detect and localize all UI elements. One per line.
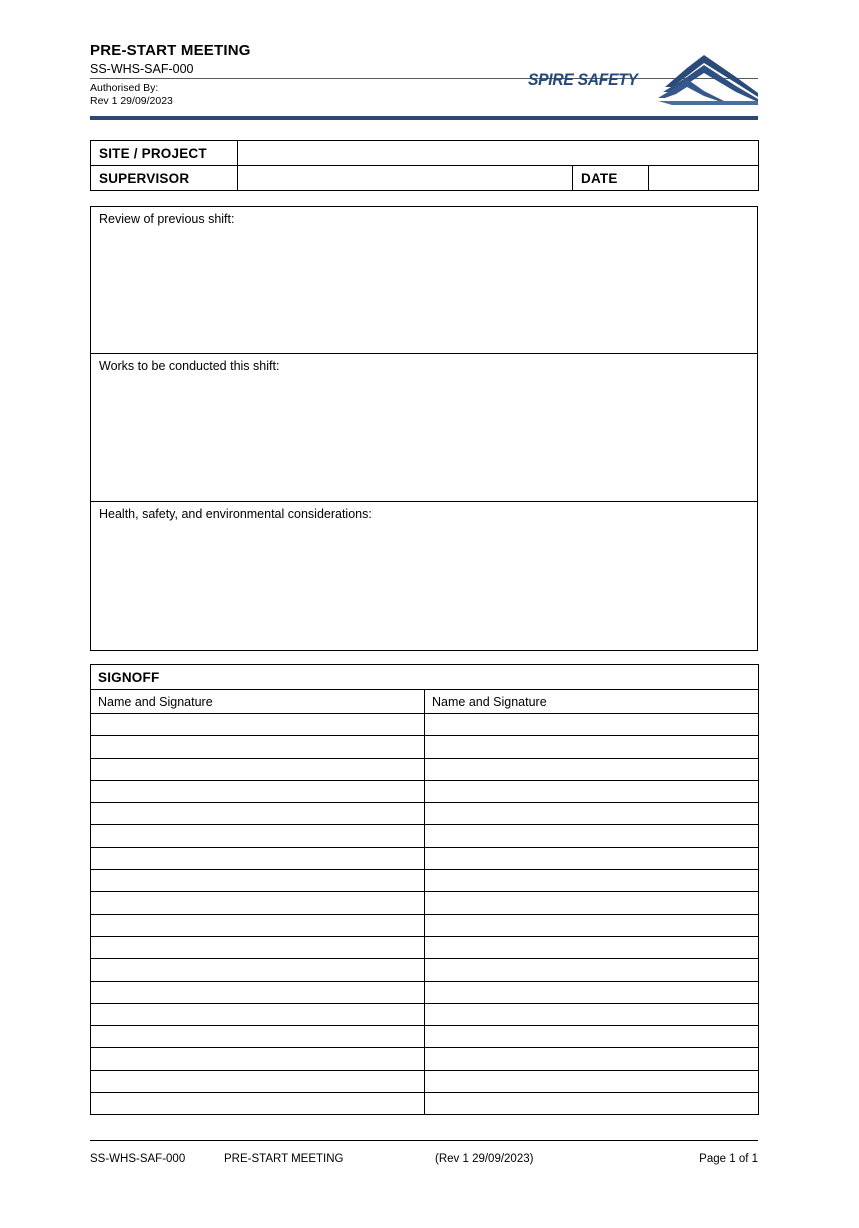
signature-cell[interactable] [91, 914, 425, 936]
site-project-label: SITE / PROJECT [91, 141, 238, 166]
signature-cell[interactable] [425, 758, 759, 780]
table-row [91, 847, 759, 869]
table-row [91, 1048, 759, 1070]
signature-cell[interactable] [91, 803, 425, 825]
column-header-name-signature-1: Name and Signature [91, 690, 425, 714]
signature-cell[interactable] [425, 959, 759, 981]
signature-cell[interactable] [91, 736, 425, 758]
signature-cell[interactable] [91, 847, 425, 869]
signature-cell[interactable] [425, 936, 759, 958]
signature-cell[interactable] [425, 1070, 759, 1092]
authorised-by-label: Authorised By: [90, 82, 159, 94]
signoff-title-row [91, 665, 759, 690]
table-row [91, 736, 759, 758]
notes-label: Works to be conducted this shift: [99, 359, 280, 373]
table-row [91, 936, 759, 958]
column-header-name-signature-2: Name and Signature [425, 690, 759, 714]
date-label: DATE [573, 166, 649, 191]
supervisor-label: SUPERVISOR [91, 166, 238, 191]
site-info-table [90, 140, 759, 191]
signature-cell[interactable] [91, 825, 425, 847]
revision-label: Rev 1 29/09/2023 [90, 94, 173, 107]
signature-cell[interactable] [91, 936, 425, 958]
date-field[interactable] [649, 166, 759, 191]
table-row [91, 780, 759, 802]
footer-page-number: Page 1 of 1 [699, 1153, 758, 1165]
document-footer [90, 1153, 758, 1169]
signature-cell[interactable] [425, 914, 759, 936]
signature-cell[interactable] [425, 736, 759, 758]
notes-section-hse-considerations[interactable] [91, 502, 757, 650]
table-row [91, 1026, 759, 1048]
footer-title: PRE-START MEETING [224, 1153, 344, 1165]
table-row [91, 141, 759, 166]
table-row [91, 714, 759, 736]
logo-wordmark: SPIRE SAFETY [528, 70, 638, 89]
signature-cell[interactable] [91, 714, 425, 736]
table-row [91, 803, 759, 825]
signoff-title: SIGNOFF [91, 665, 759, 690]
notes-section-works-this-shift[interactable] [91, 354, 757, 502]
signature-cell[interactable] [91, 758, 425, 780]
signature-cell[interactable] [425, 1093, 759, 1115]
notes-label: Health, safety, and environmental considerations: [99, 507, 372, 521]
notes-label: Review of previous shift: [99, 212, 235, 226]
footer-revision: (Rev 1 29/09/2023) [435, 1153, 534, 1165]
authorisation-block [90, 82, 173, 107]
signoff-table [90, 664, 759, 1115]
table-row [91, 825, 759, 847]
header-accent-rule [90, 116, 758, 120]
notes-container [90, 206, 758, 651]
signature-cell[interactable] [91, 892, 425, 914]
signature-cell[interactable] [91, 780, 425, 802]
signature-cell[interactable] [425, 870, 759, 892]
signature-cell[interactable] [91, 1026, 425, 1048]
signature-cell[interactable] [91, 1048, 425, 1070]
signature-cell[interactable] [91, 959, 425, 981]
signature-cell[interactable] [425, 1003, 759, 1025]
signature-cell[interactable] [425, 847, 759, 869]
page-title: PRE-START MEETING [90, 42, 251, 59]
signature-cell[interactable] [425, 803, 759, 825]
signature-cell[interactable] [425, 780, 759, 802]
table-row [91, 758, 759, 780]
signature-cell[interactable] [425, 1026, 759, 1048]
signature-cell[interactable] [91, 1093, 425, 1115]
company-logo [524, 52, 764, 108]
footer-document-code: SS-WHS-SAF-000 [90, 1153, 186, 1165]
header-title-block [90, 42, 510, 77]
supervisor-field[interactable] [238, 166, 573, 191]
signature-cell[interactable] [425, 981, 759, 1003]
table-row [91, 1003, 759, 1025]
table-row [91, 959, 759, 981]
table-row [91, 1093, 759, 1115]
signature-cell[interactable] [91, 1003, 425, 1025]
signature-cell[interactable] [425, 1048, 759, 1070]
signature-cell[interactable] [91, 1070, 425, 1092]
signature-cell[interactable] [91, 870, 425, 892]
site-project-field[interactable] [238, 141, 759, 166]
signature-cell[interactable] [425, 714, 759, 736]
signature-cell[interactable] [91, 981, 425, 1003]
table-row [91, 166, 759, 191]
notes-section-previous-shift[interactable] [91, 207, 757, 354]
signature-cell[interactable] [425, 892, 759, 914]
document-code: SS-WHS-SAF-000 [90, 62, 194, 76]
footer-divider-line [90, 1140, 758, 1141]
signature-cell[interactable] [425, 825, 759, 847]
signoff-header-row [91, 690, 759, 714]
mountain-peaks-icon [632, 52, 764, 108]
table-row [91, 981, 759, 1003]
table-row [91, 914, 759, 936]
table-row [91, 1070, 759, 1092]
table-row [91, 892, 759, 914]
table-row [91, 870, 759, 892]
